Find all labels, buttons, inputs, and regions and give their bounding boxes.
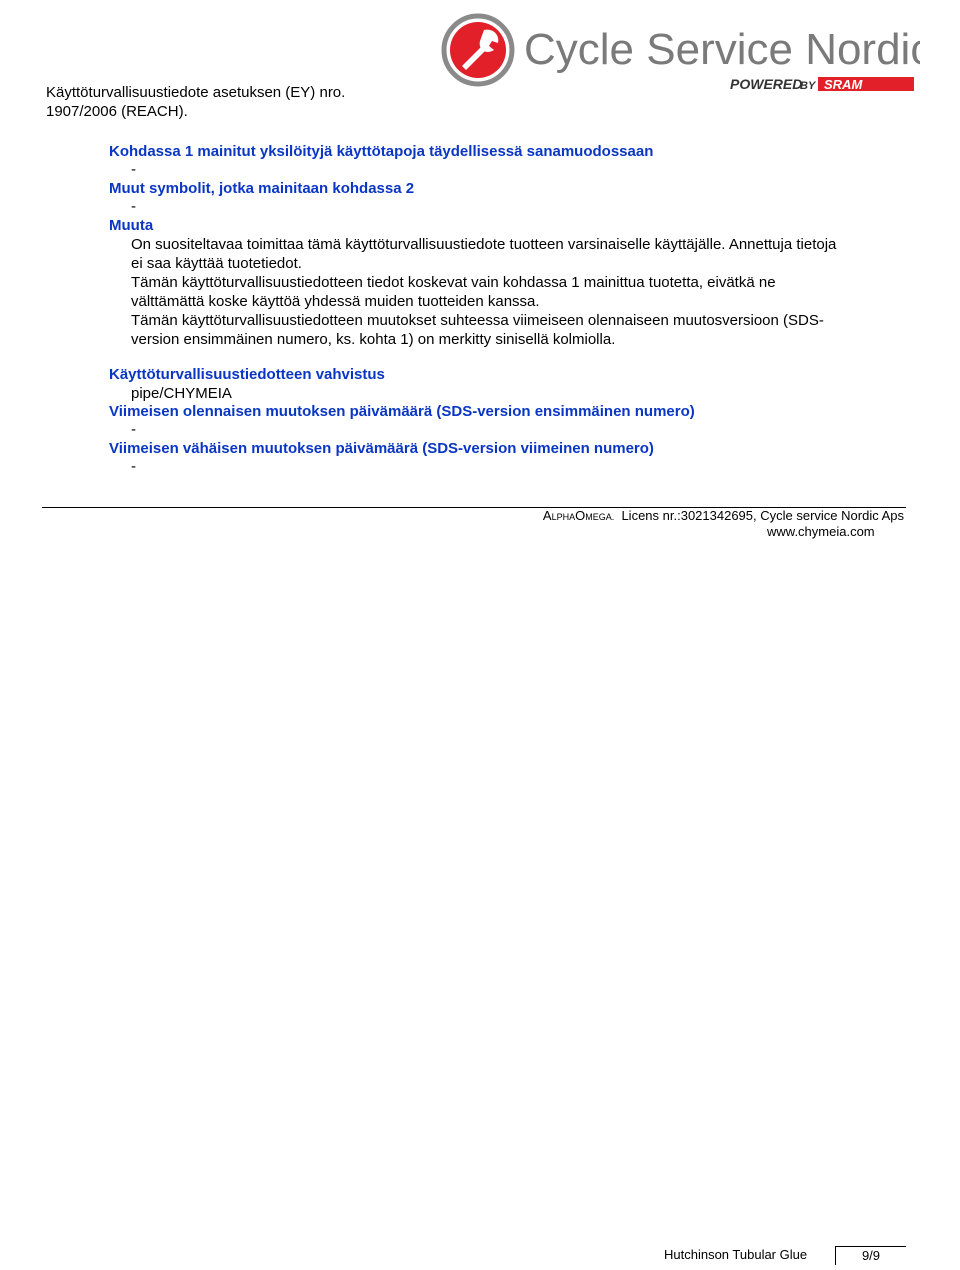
paragraph-line: version ensimmäinen numero, ks. kohta 1) on merkitty sinisellä kolmiolla.	[131, 331, 616, 348]
page-number: 9/9	[835, 1246, 906, 1265]
paragraph-recommendation	[131, 235, 901, 349]
svg-text:Cycle Service Nordic: Cycle Service Nordic	[524, 25, 920, 74]
dash-placeholder: -	[131, 458, 136, 475]
svg-text:BY: BY	[800, 80, 816, 92]
alphaomega-brand: ALPHAOMEGA.	[542, 508, 615, 523]
confirmation-value: pipe/CHYMEIA	[131, 385, 232, 402]
dash-placeholder: -	[131, 198, 136, 215]
header-title-line1: Käyttöturvallisuustiedote asetuksen (EY) nro.	[46, 84, 346, 101]
heading-last-major-change: Viimeisen olennaisen muutoksen päivämäärä (SDS-version ensimmäinen numero)	[109, 403, 695, 420]
document-header-title	[46, 83, 345, 121]
paragraph-line: välttämättä koske käyttöä yhdessä muiden tuotteiden kanssa.	[131, 293, 540, 310]
license-text: Licens nr.:3021342695, Cycle service Nordic Aps	[621, 508, 904, 523]
product-name: Hutchinson Tubular Glue	[664, 1247, 808, 1262]
cycle-service-nordic-logo	[440, 10, 920, 100]
dash-placeholder: -	[131, 161, 136, 178]
paragraph-line: ei saa käyttää tuotetiedot.	[131, 255, 302, 272]
heading-last-minor-change: Viimeisen vähäisen muutoksen päivämäärä (SDS-version viimeinen numero)	[109, 440, 654, 457]
svg-text:POWERED: POWERED	[730, 76, 803, 92]
dash-placeholder: -	[131, 421, 136, 438]
svg-text:SRAM: SRAM	[824, 77, 863, 92]
heading-other: Muuta	[109, 217, 154, 234]
heading-identified-uses: Kohdassa 1 mainitut yksilöityjä käyttötapoja täydellisessä sanamuodossaan	[109, 143, 654, 160]
header-title-line2: 1907/2006 (REACH).	[46, 103, 188, 120]
paragraph-line: On suositeltavaa toimittaa tämä käyttöturvallisuustiedote tuotteen varsinaiselle käyttäjälle. Annettuja tietoja	[131, 236, 837, 253]
paragraph-line: Tämän käyttöturvallisuustiedotteen muutokset suhteessa viimeiseen olennaiseen muutosversioon (SDS-	[131, 312, 824, 329]
logo-graphic	[440, 10, 920, 100]
website-url: www.chymeia.com	[767, 524, 875, 539]
license-info	[543, 508, 904, 525]
heading-other-symbols: Muut symbolit, jotka mainitaan kohdassa 2	[109, 180, 415, 197]
heading-sds-confirmation: Käyttöturvallisuustiedotteen vahvistus	[109, 366, 385, 383]
paragraph-line: Tämän käyttöturvallisuustiedotteen tiedot koskevat vain kohdassa 1 mainittua tuotetta, eivätkä ne	[131, 274, 776, 291]
